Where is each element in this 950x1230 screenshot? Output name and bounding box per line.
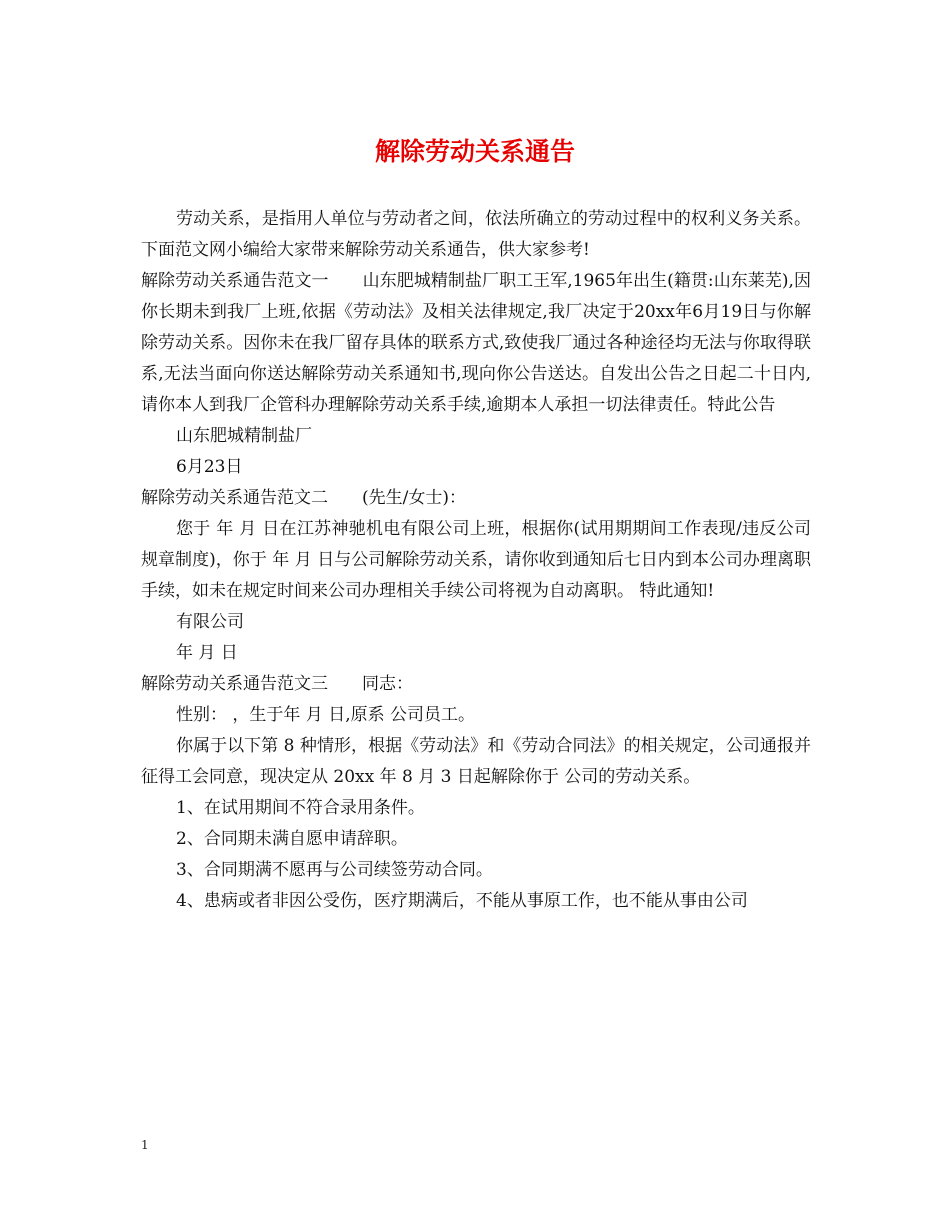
list-item-2: 2、合同期未满自愿申请辞职。: [176, 829, 408, 849]
page-number: 1: [141, 1138, 149, 1152]
intro-paragraph: 劳动关系，是指用人单位与劳动者之间，依法所确立的劳动过程中的权利义务关系。下面范文网小编给大家带来解除劳动关系通告，供大家参考!: [141, 209, 811, 260]
sample-two-paragraph: 您于 年 月 日在江苏神驰机电有限公司上班，根据你(试用期期间工作表现/违反公司规章制度)，你于 年 月 日与公司解除劳动关系，请你收到通知后七日内到本公司办理离职手续，如未在规定时间来公司办理相关手续公司将视为自动离职。 特此通知!: [141, 519, 811, 601]
sample-two-date: 年 月 日: [176, 643, 238, 663]
list-item-3: 3、合同期满不愿再与公司续签劳动合同。: [176, 860, 493, 880]
document-body: [141, 204, 811, 917]
list-item-4: 4、患病或者非因公受伤，医疗期满后，不能从事原工作，也不能从事由公司: [176, 891, 748, 911]
sample-one-paragraph: 解除劳动关系通告范文一 山东肥城精制盐厂职工王军,1965年出生(籍贯:山东莱芜),因你长期未到我厂上班,依据《劳动法》及相关法律规定,我厂决定于20xx年6月19日与你解除劳动关系。因你未在我厂留存具体的联系方式,致使我厂通过各种途径均无法与你取得联系,无法当面向你送达解除劳动关系通知书,现向你公告送达。自发出公告之日起二十日内,请你本人到我厂企管科办理解除劳动关系手续,逾期本人承担一切法律责任。特此公告: [141, 271, 811, 415]
document-title: 解除劳动关系通告: [374, 137, 575, 166]
sample-three-gender-line: 性别： ，生于年 月 日,原系 公司员工。: [176, 705, 476, 725]
list-item-1: 1、在试用期间不符合录用条件。: [176, 798, 425, 818]
sample-one-date: 6月23日: [176, 457, 243, 477]
sample-one-signature: 山东肥城精制盐厂: [176, 426, 312, 446]
sample-two-signature: 有限公司: [176, 612, 244, 632]
sample-three-paragraph: 你属于以下第 8 种情形，根据《劳动法》和《劳动合同法》的相关规定，公司通报并征得工会同意，现决定从 20xx 年 8 月 3 日起解除你于 公司的劳动关系。: [141, 736, 811, 787]
sample-two-heading: 解除劳动关系通告范文二 (先生/女士)：: [141, 488, 466, 508]
sample-three-heading: 解除劳动关系通告范文三 同志：: [141, 674, 413, 694]
